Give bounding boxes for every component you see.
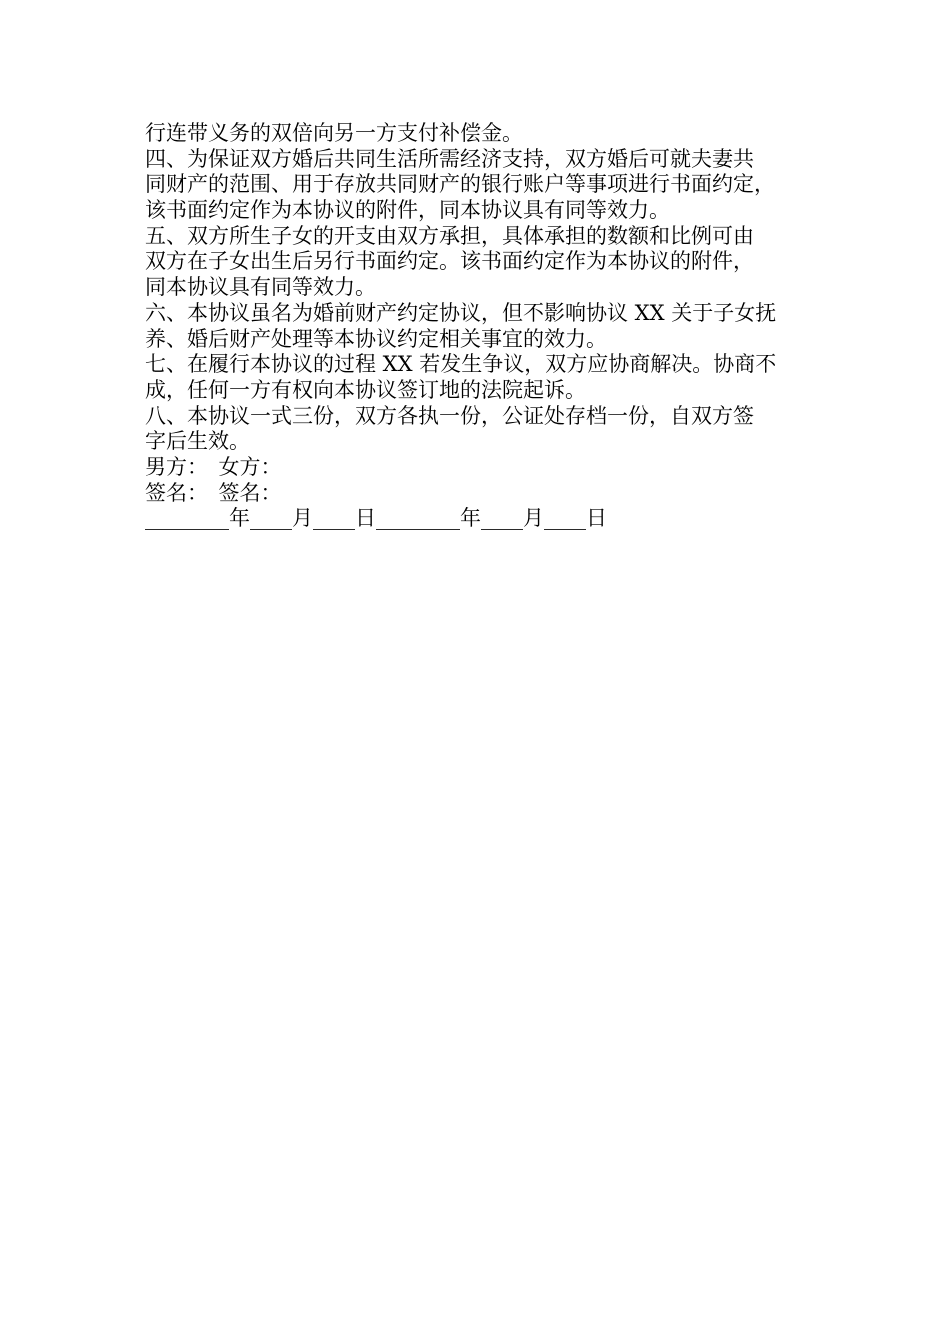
document-body	[145, 121, 845, 532]
party-labels: 男方： 女方：	[145, 454, 282, 479]
clause-6-line-1: 六、本协议虽名为婚前财产约定协议，但不影响协议 XX 关于子女抚	[145, 300, 777, 325]
clause-3-end-line: 行连带义务的双倍向另一方支付补偿金。	[145, 121, 523, 145]
clause-5-line-3: 同本协议具有同等效力。	[145, 275, 376, 300]
clause-8-line-2: 字后生效。	[145, 429, 250, 454]
clause-6-line-2: 养、婚后财产处理等本协议约定相关事宜的效力。	[145, 326, 607, 351]
clause-5-line-1: 五、双方所生子女的开支由双方承担，具体承担的数额和比例可由	[145, 223, 754, 248]
clause-7-line-2: 成，任何一方有权向本协议签订地的法院起诉。	[145, 377, 586, 402]
clause-5-line-2: 双方在子女出生后另行书面约定。该书面约定作为本协议的附件，	[145, 249, 754, 274]
clause-4-line-1: 四、为保证双方婚后共同生活所需经济支持，双方婚后可就夫妻共	[145, 146, 754, 171]
clause-7-line-1: 七、在履行本协议的过程 XX 若发生争议，双方应协商解决。协商不	[145, 352, 777, 377]
clause-4-line-3: 该书面约定作为本协议的附件，同本协议具有同等效力。	[145, 198, 670, 223]
signature-labels: 签名： 签名：	[145, 480, 282, 505]
clause-4-line-2: 同财产的范围、用于存放共同财产的银行账户等事项进行书面约定，	[145, 172, 775, 197]
clause-8-line-1: 八、本协议一式三份，双方各执一份，公证处存档一份，自双方签	[145, 403, 754, 428]
date-blanks: ________年____月____日________年____月____日	[145, 506, 607, 531]
